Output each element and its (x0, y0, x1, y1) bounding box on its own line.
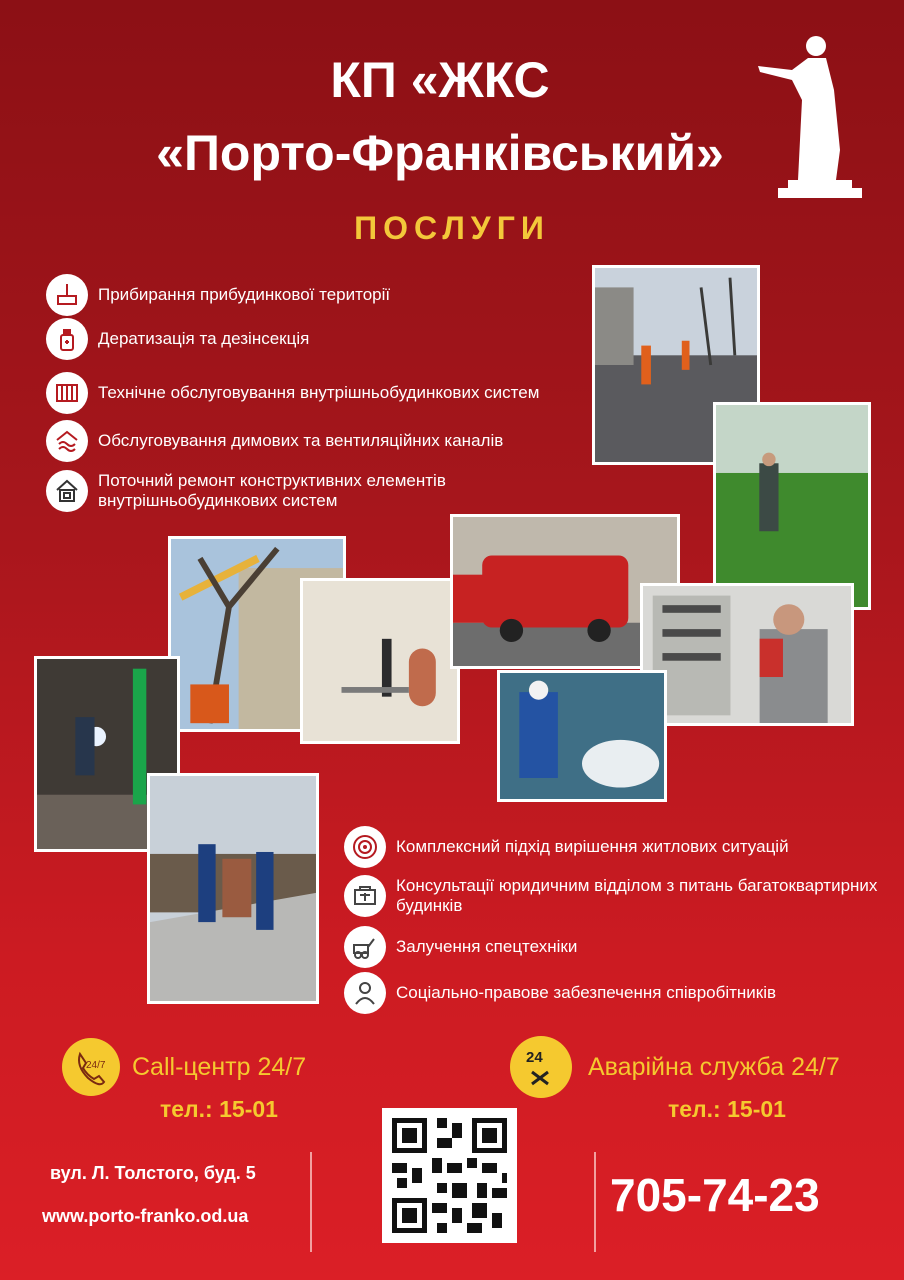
photo-grass-mowing (713, 402, 871, 610)
qr-code[interactable] (382, 1108, 517, 1243)
spray-bottle-icon (46, 318, 88, 360)
call-center-label: Call-центр 24/7 (132, 1052, 307, 1081)
divider (310, 1152, 312, 1252)
call-center-badge: 24/7 (86, 1060, 106, 1071)
main-phone[interactable]: 705-74-23 (610, 1169, 820, 1221)
service-item (46, 420, 606, 462)
statue-logo-icon (752, 30, 862, 200)
broom-icon (46, 274, 88, 316)
services-title: ПОСЛУГИ (354, 210, 550, 246)
photo-wall-painting (300, 578, 460, 744)
emergency-24-icon (510, 1036, 572, 1098)
ventilation-icon (46, 420, 88, 462)
extra-service-label: Консультації юридичним відділом з питань багатоквартирних будинків (396, 876, 878, 915)
phone-24-7-icon (62, 1038, 120, 1096)
employee-icon (344, 972, 386, 1014)
extra-service-item (344, 926, 884, 968)
service-item (46, 318, 566, 360)
extra-service-label: Залучення спецтехніки (396, 937, 578, 956)
extra-service-item (344, 972, 884, 1014)
machinery-icon (344, 926, 386, 968)
radiator-icon (46, 372, 88, 414)
house-repair-icon (46, 470, 88, 512)
service-item (46, 372, 566, 414)
emergency-phone[interactable]: тел.: 15-01 (668, 1096, 786, 1122)
extra-service-item (344, 826, 884, 868)
divider (594, 1152, 596, 1252)
service-label: Поточний ремонт конструктивних елементів внутрішньобудинкових систем (98, 471, 446, 510)
photo-electrical-panel (640, 583, 854, 726)
service-label: Прибирання прибудинкової території (98, 285, 391, 304)
emergency-badge: 24 (526, 1049, 543, 1066)
org-name-line1: КП «ЖКС (330, 52, 550, 108)
service-item (46, 274, 566, 316)
extra-service-label: Комплексний підхід вирішення житлових ситуацій (396, 837, 789, 856)
extra-service-label: Соціально-правове забезпечення співробітників (396, 983, 777, 1002)
target-icon (344, 826, 386, 868)
photo-chimney-inspection (147, 773, 319, 1004)
legal-scales-icon (344, 875, 386, 917)
call-center (62, 1038, 306, 1096)
extra-service-item (344, 875, 884, 917)
service-label: Дератизація та дезінсекція (98, 329, 310, 348)
call-center-phone[interactable]: тел.: 15-01 (160, 1096, 278, 1122)
service-item (46, 470, 566, 512)
photo-fumigation (497, 670, 667, 802)
service-label: Обслуговування димових та вентиляційних каналів (98, 431, 504, 450)
service-label: Технічне обслуговування внутрішньобудинкових систем (98, 383, 540, 402)
address: вул. Л. Толстого, буд. 5 (50, 1163, 256, 1183)
org-name-line2: «Порто-Франківський» (156, 125, 724, 181)
emergency-service (510, 1036, 840, 1098)
website-link[interactable]: www.porto-franko.od.ua (42, 1206, 249, 1226)
emergency-label: Аварійна служба 24/7 (588, 1052, 840, 1081)
